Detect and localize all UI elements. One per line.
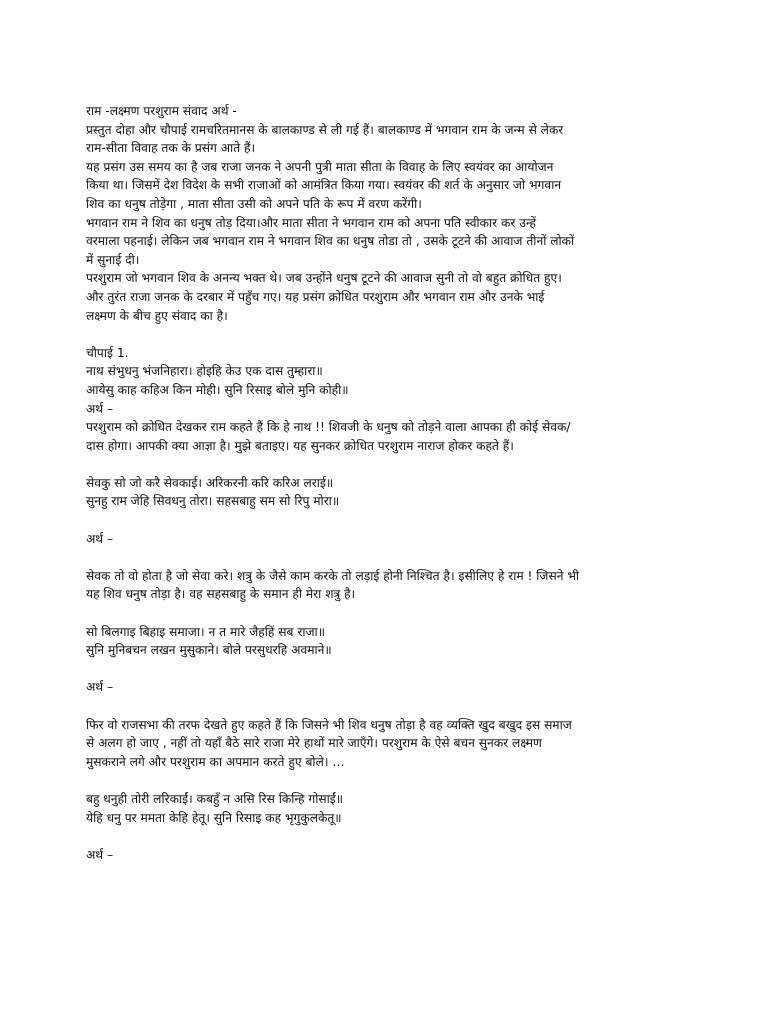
text-line: आयेसु काह कहिअ किन मोही। सुनि रिसाइ बोले मुनि कोही॥ [86,382,349,397]
text-line: भगवान राम ने शिव का धनुष तोड़ दिया।और माता सीता ने भगवान राम को अपना पति स्वीकार कर उन्हें [86,215,537,230]
blank-line [86,771,684,790]
document-page [86,102,684,864]
text-line: सुनहु राम जेहि सिवधनु तोरा। सहसबाहु सम सो रिपु मोरा॥ [86,494,340,509]
blank-line [86,604,684,623]
blank-line [86,827,684,846]
text-line: राम-सीता विवाह तक के प्रसंग आते हैं। [86,141,256,156]
text-line: से अलग हो जाए , नहीं तो यहाँ बैठे सारे राजा मेरे हाथों मारे जाएँगे। परशुराम के ऐसे बचन सुनकर लक्ष्मण [86,736,542,751]
text-line: प्रस्तुत दोहा और चौपाई रामचरितमानस के बालकाण्ड से ली गई हैं। बालकाण्ड में भगवान राम के जन्म से लेकर [86,122,564,137]
text-line: बहु धनुही तोरी लरिकाईं। कबहुँ न असि रिस किन्हि गोसाईं॥ [86,791,344,806]
text-line: सो बिलगाइ बिहाइ समाजा। न त मारे जैहहिं सब राजा॥ [86,624,325,639]
text-line: में सुनाई दी। [86,252,140,267]
text-line: अर्थ – [86,847,114,862]
text-line: नाथ संभुधनु भंजनिहारा। होइहि केउ एक दास तुम्हारा॥ [86,364,323,379]
text-line: परशुराम को क्रोधित देखकर राम कहते हैं कि हे नाथ !! शिवजी के धनुष को तोड़ने वाला आपका ही कोई सेवक/ [86,420,571,435]
document-body [86,121,684,865]
text-line: मुसकराने लगे और परशुराम का अपमान करते हुए बोले। … [86,754,345,769]
blank-line [86,511,684,530]
text-line: दास होगा। आपकी क्या आज्ञा है। मुझे बताइए। यह सुनकर क्रोधित परशुराम नाराज होकर कहते हैं। [86,438,514,453]
text-line: अर्थ – [86,680,114,695]
text-line: सुनि मुनिबचन लखन मुसुकाने। बोले परसुधरहि अवमाने॥ [86,643,332,658]
text-line: अर्थ – [86,401,114,416]
blank-line [86,325,684,344]
blank-line [86,697,684,716]
text-line: परशुराम जो भगवान शिव के अनन्य भक्त थे। जब उन्होंने धनुष टूटने की आवाज सुनी तो वो बहुत क्रोधित हुए। [86,271,562,286]
text-line: फिर वो राजसभा की तरफ देखते हुए कहते हैं कि जिसने भी शिव धनुष तोड़ा है वह व्यक्ति खुद बखुद इस समाज [86,717,572,732]
text-line: सेवकु सो जो करै सेवकाई। अरिकरनी करि करिअ लराई॥ [86,475,334,490]
text-line: यह प्रसंग उस समय का है जब राजा जनक ने अपनी पुत्री माता सीता के विवाह के लिए स्वयंवर का आयोजन [86,159,554,174]
text-line: सेवक तो वो होता है जो सेवा करे। शत्रु के जैसे काम करके तो लड़ाई होनी निश्चित है। इसीलिए हे राम ! जिसने भी [86,568,580,583]
text-line: चौपाई 1. [86,345,129,360]
text-line: यह शिव धनुष तोड़ा है। वह सहसबाहु के समान ही मेरा शत्रु है। [86,587,356,602]
text-line: शिव का धनुष तोड़ेगा , माता सीता उसी को अपने पति के रूप में वरण करेंगी। [86,196,422,211]
text-line: अर्थ – [86,531,114,546]
text-line: वरमाला पहनाई। लेकिन जब भगवान राम ने भगवान शिव का धनुष तोडा तो , उसके टूटने की आवाज तीनों लोकों [86,234,575,249]
document-title: राम -लक्ष्मण परशुराम संवाद अर्थ - [86,104,237,118]
text-line: येहि धनु पर ममता केहि हेतू। सुनि रिसाइ कह भृगुकुलकेतू॥ [86,810,342,825]
blank-line [86,660,684,679]
text-line: किया था। जिसमें देश विदेश के सभी राजाओं को आमंत्रित किया गया। स्वयंवर की शर्त के अनुसार जो भगवान [86,178,562,193]
text-line: लक्ष्मण के बीच हुए संवाद का है। [86,308,228,323]
blank-line [86,455,684,474]
text-line: और तुरंत राजा जनक के दरबार में पहुँच गए। यह प्रसंग क्रोधित परशुराम और भगवान राम और उनके भाई [86,289,545,304]
blank-line [86,548,684,567]
